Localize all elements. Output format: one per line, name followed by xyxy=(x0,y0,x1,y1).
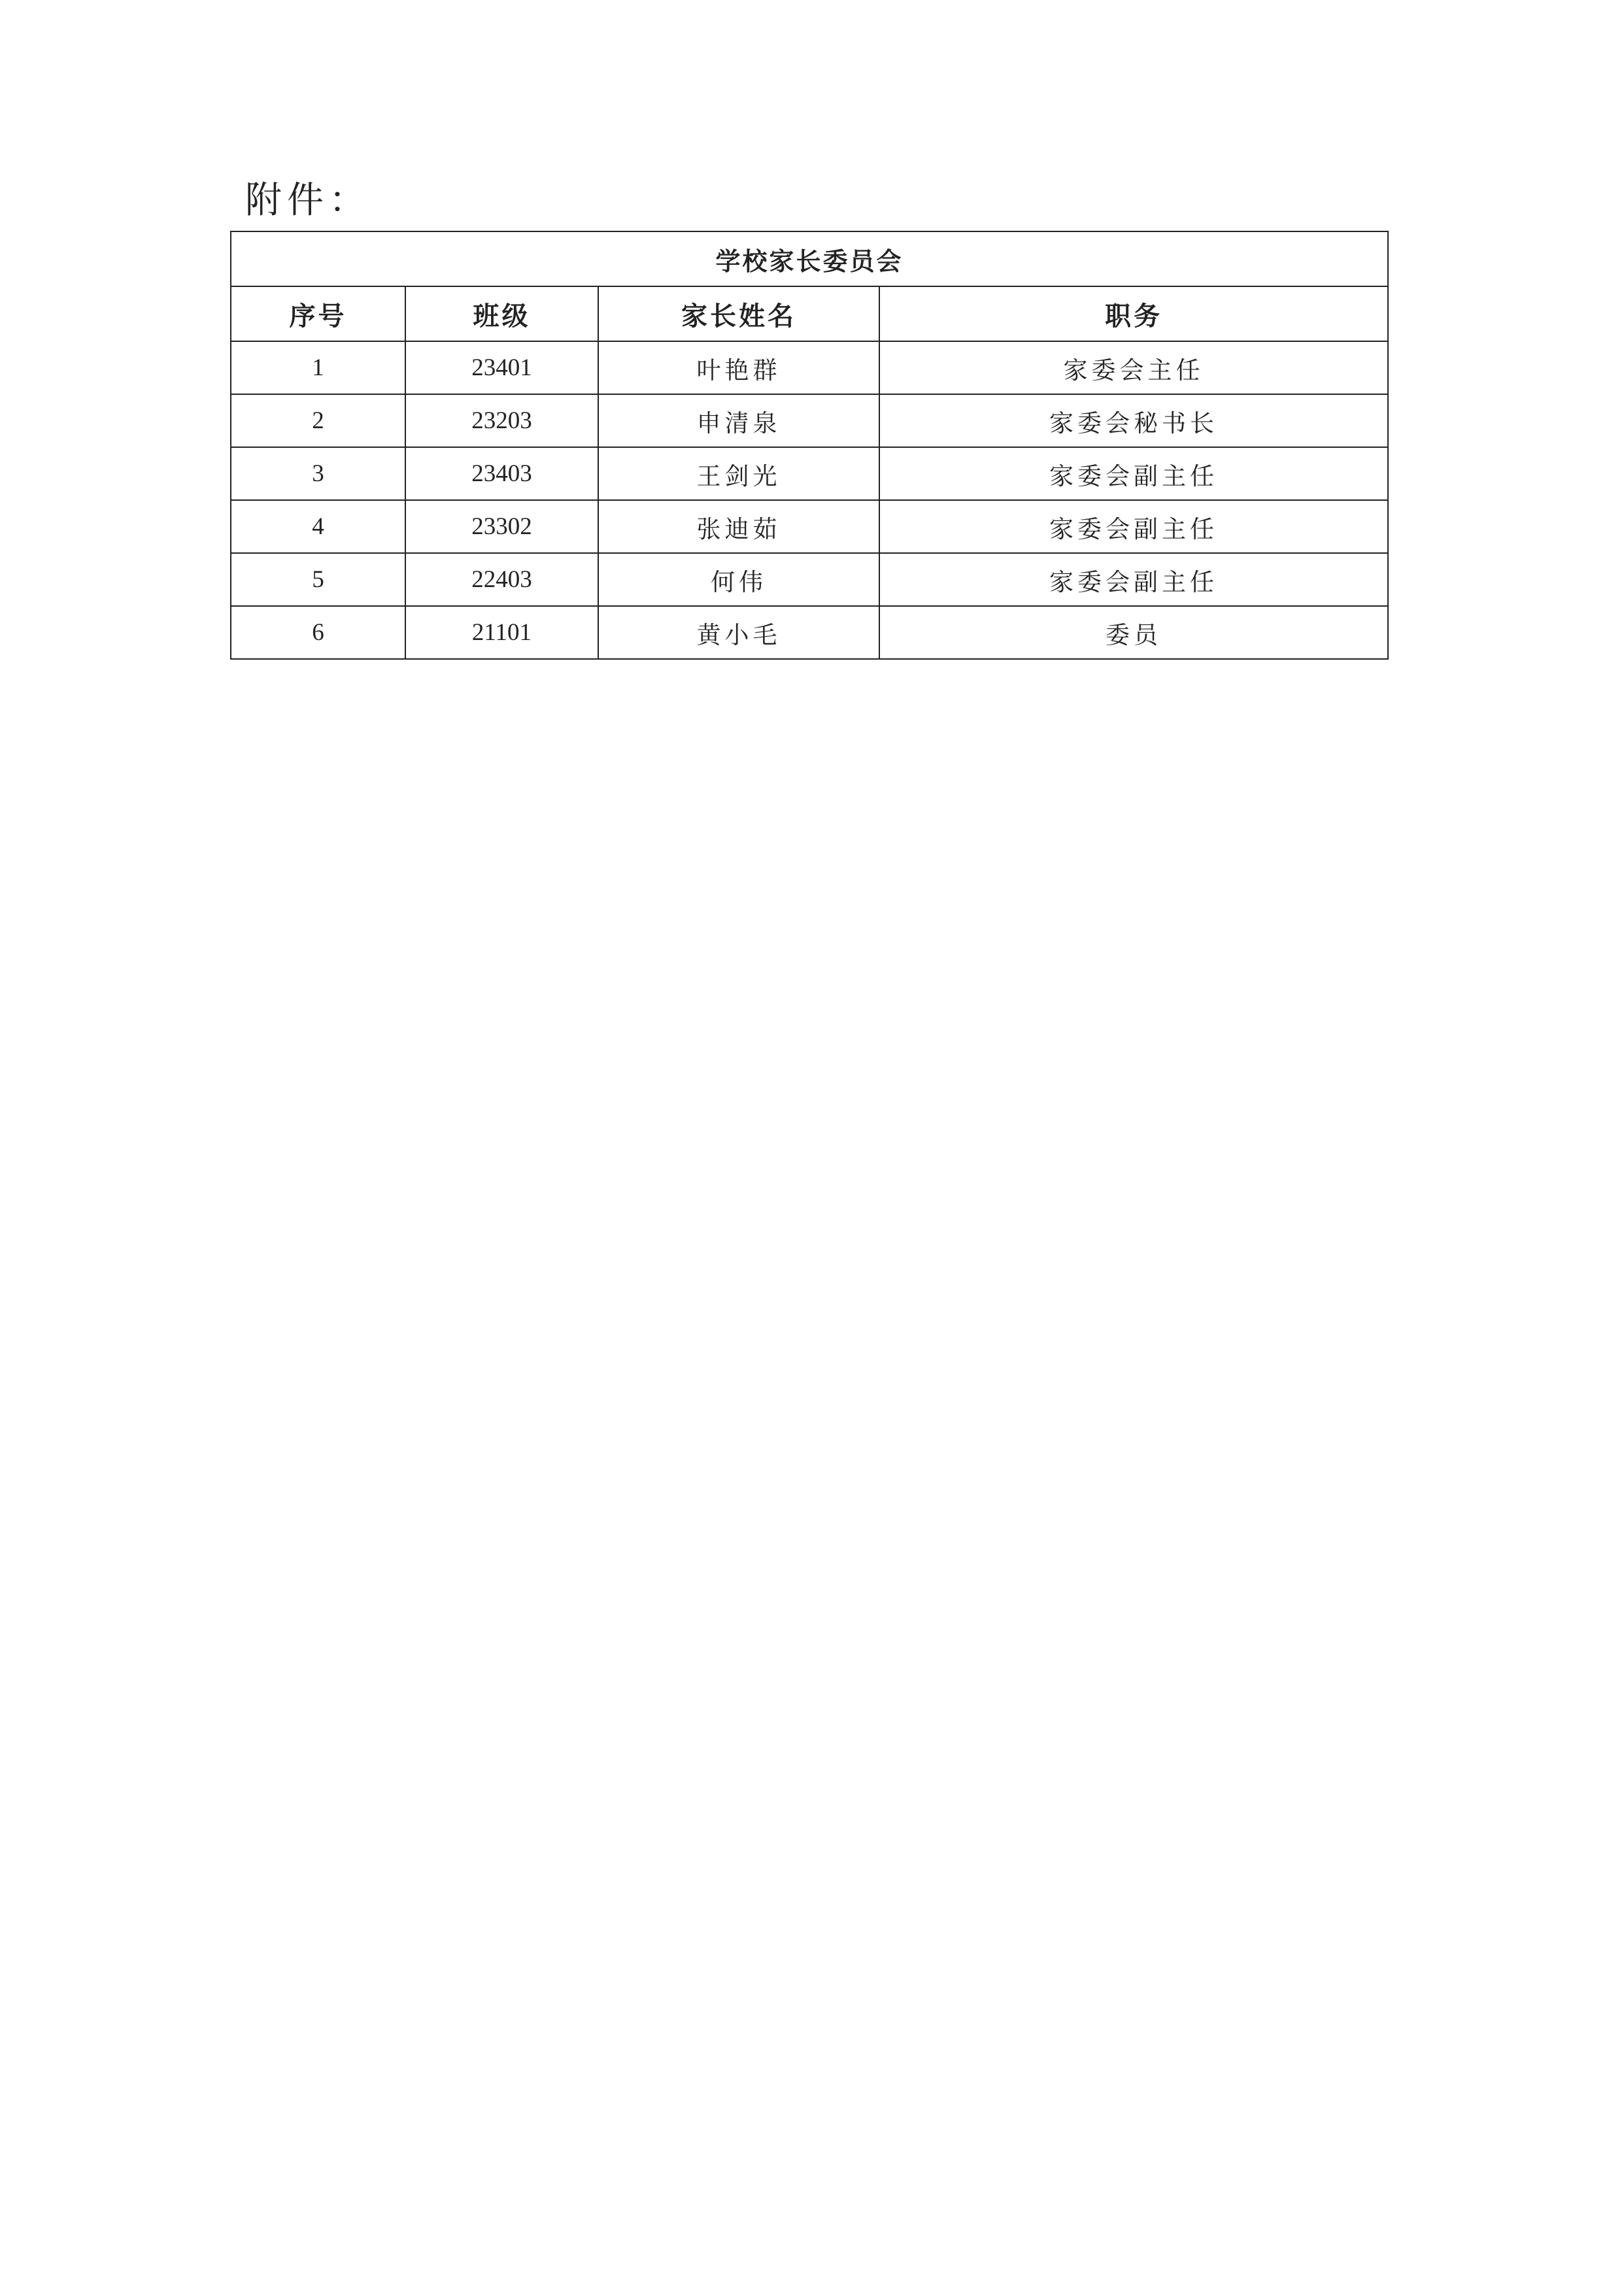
table-header-row xyxy=(231,286,1388,341)
row-number-cell: 2 xyxy=(231,394,405,447)
column-header-class: 班级 xyxy=(405,286,598,341)
table-title: 学校家长委员会 xyxy=(231,231,1388,286)
table-row xyxy=(231,606,1388,659)
table-row xyxy=(231,553,1388,606)
parent-committee-table xyxy=(230,231,1389,660)
row-class-cell: 22403 xyxy=(405,553,598,606)
table-body xyxy=(231,341,1388,659)
column-header-role: 职务 xyxy=(879,286,1388,341)
row-number-cell: 1 xyxy=(231,341,405,394)
table-title-row xyxy=(231,231,1388,286)
row-number-cell: 4 xyxy=(231,500,405,553)
row-parent-name-cell: 叶艳群 xyxy=(598,341,879,394)
row-class-cell: 21101 xyxy=(405,606,598,659)
column-header-parent-name: 家长姓名 xyxy=(598,286,879,341)
table-row xyxy=(231,500,1388,553)
row-class-cell: 23302 xyxy=(405,500,598,553)
row-parent-name-cell: 张迪茹 xyxy=(598,500,879,553)
row-class-cell: 23203 xyxy=(405,394,598,447)
row-role-cell: 家委会主任 xyxy=(879,341,1388,394)
table-row xyxy=(231,447,1388,500)
row-role-cell: 家委会副主任 xyxy=(879,553,1388,606)
row-role-cell: 家委会秘书长 xyxy=(879,394,1388,447)
row-class-cell: 23401 xyxy=(405,341,598,394)
table-row xyxy=(231,394,1388,447)
row-parent-name-cell: 王剑光 xyxy=(598,447,879,500)
row-class-cell: 23403 xyxy=(405,447,598,500)
row-parent-name-cell: 何伟 xyxy=(598,553,879,606)
row-role-cell: 家委会副主任 xyxy=(879,447,1388,500)
row-number-cell: 5 xyxy=(231,553,405,606)
row-number-cell: 3 xyxy=(231,447,405,500)
row-role-cell: 委员 xyxy=(879,606,1388,659)
row-number-cell: 6 xyxy=(231,606,405,659)
row-role-cell: 家委会副主任 xyxy=(879,500,1388,553)
table-row xyxy=(231,341,1388,394)
column-header-number: 序号 xyxy=(231,286,405,341)
row-parent-name-cell: 申清泉 xyxy=(598,394,879,447)
attachment-label: 附件： xyxy=(245,179,371,222)
row-parent-name-cell: 黄小毛 xyxy=(598,606,879,659)
